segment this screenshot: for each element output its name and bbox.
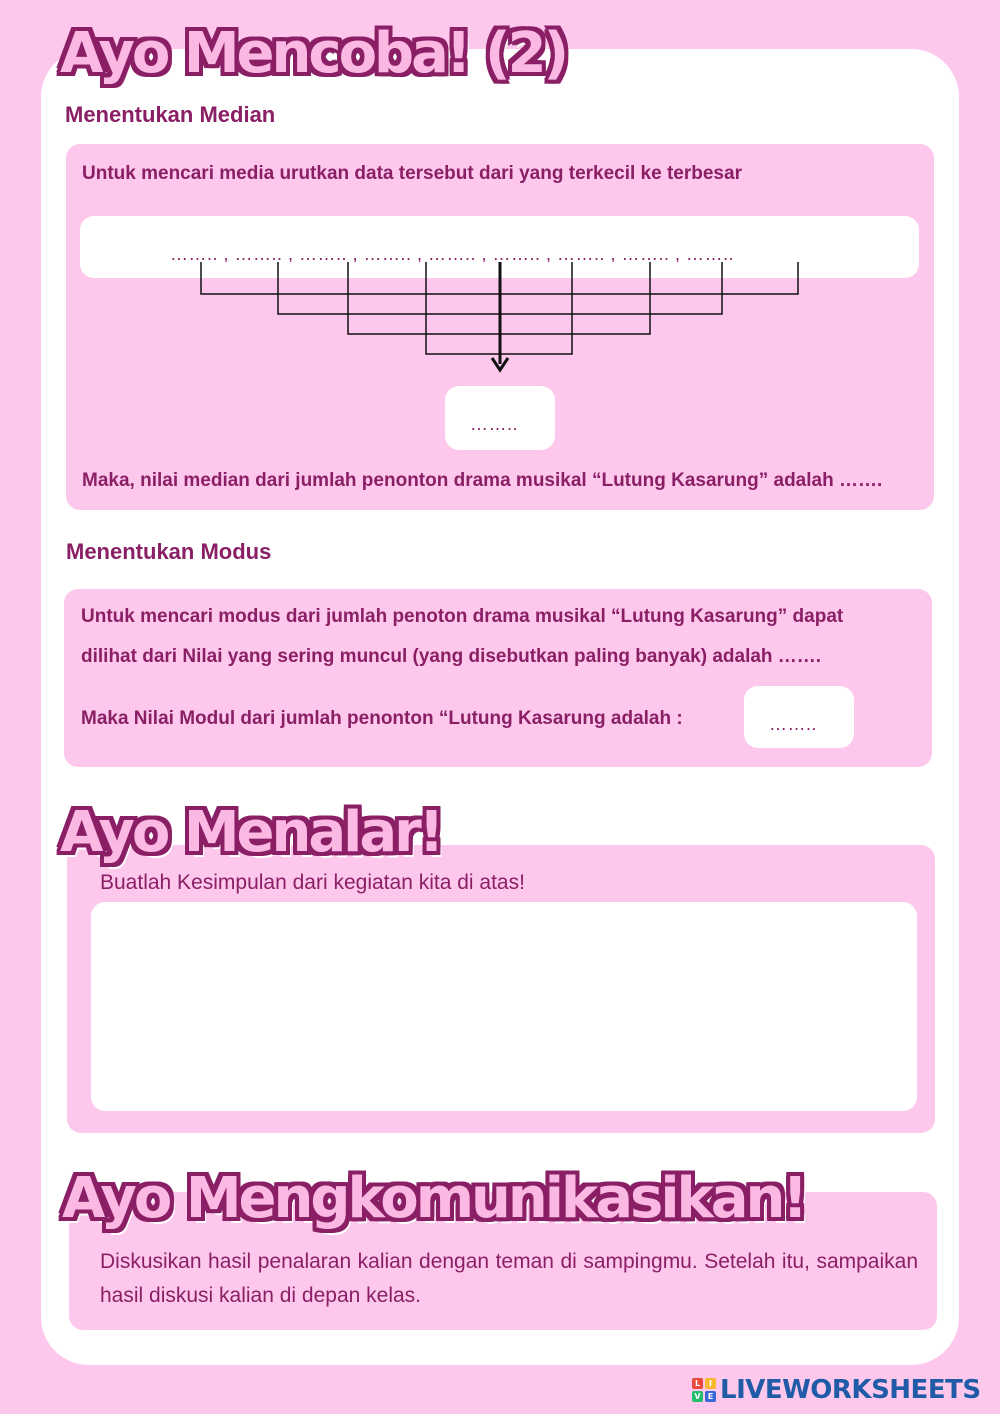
modus-line-2: dilihat dari Nilai yang sering muncul (yang disebutkan paling banyak) adalah ……. xyxy=(81,646,822,667)
title-ayo-mencoba: Ayo Mencoba! (2) xyxy=(60,21,567,86)
modus-answer-input[interactable] xyxy=(744,686,854,748)
median-result-input[interactable] xyxy=(445,386,555,450)
heading-menentukan-modus: Menentukan Modus xyxy=(66,539,272,564)
title-ayo-mengkomunikasikan: Ayo Mengkomunikasikan! xyxy=(62,1166,805,1231)
liveworksheets-logo[interactable] xyxy=(692,1376,981,1404)
modus-answer-blank: …….. xyxy=(769,714,818,734)
conclusion-textarea[interactable] xyxy=(91,902,917,1111)
liveworksheets-grid-icon xyxy=(692,1378,716,1402)
median-blanks-row: …….. , …….. , …….. , …….. , …….. , …….. , …….. , …….. , …….. xyxy=(170,244,735,264)
modus-line-1: Untuk mencari modus dari jumlah penoton drama musikal “Lutung Kasarung” dapat xyxy=(81,606,844,627)
heading-menentukan-median: Menentukan Median xyxy=(65,102,276,127)
mengkomunikasikan-text: Diskusikan hasil penalaran kalian dengan teman di sampingmu. Setelah itu, sampaikan hasil diskusi kalian di depan kelas. xyxy=(100,1250,918,1307)
logo-letter: E xyxy=(705,1391,716,1402)
median-bracket-diagram xyxy=(0,0,1000,400)
median-conclusion: Maka, nilai median dari jumlah penonton drama musikal “Lutung Kasarung” adalah ……. xyxy=(82,470,883,491)
logo-letter: V xyxy=(692,1391,703,1402)
menalar-prompt: Buatlah Kesimpulan dari kegiatan kita di atas! xyxy=(100,871,525,894)
title-ayo-menalar: Ayo Menalar! xyxy=(60,800,442,865)
liveworksheets-wordmark: LIVEWORKSHEETS xyxy=(720,1375,981,1405)
median-result-blank: …….. xyxy=(470,414,519,434)
modus-answer-label: Maka Nilai Modul dari jumlah penonton “Lutung Kasarung adalah : xyxy=(81,708,683,729)
logo-letter: I xyxy=(705,1378,716,1389)
logo-letter: L xyxy=(692,1378,703,1389)
median-instruction: Untuk mencari media urutkan data tersebut dari yang terkecil ke terbesar xyxy=(82,163,742,184)
